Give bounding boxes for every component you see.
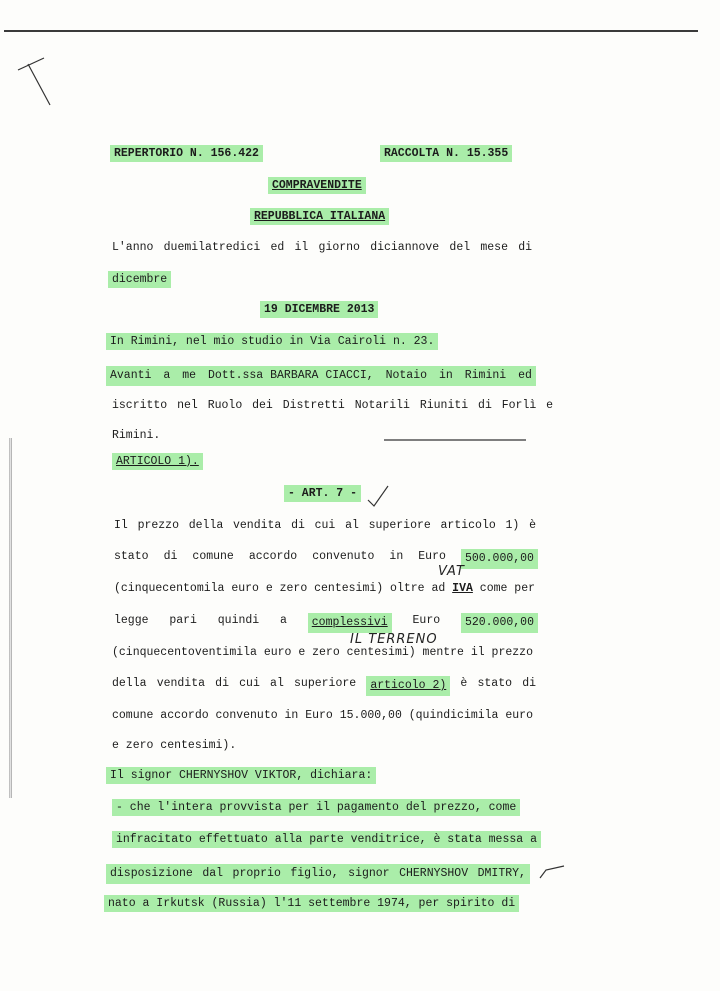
price-word: vendita	[233, 519, 282, 532]
intro-word: il	[294, 241, 309, 254]
declarant-line-2	[112, 800, 520, 816]
price-text: (cinquecentoventimila euro e zero centesimi) mentre il prezzo	[112, 646, 533, 659]
price-word: di	[215, 677, 229, 690]
article-1-heading: ARTICOLO 1).	[112, 453, 203, 470]
intro-line-1	[112, 240, 532, 256]
price-word: in	[389, 550, 404, 563]
declarant-line-1	[106, 768, 376, 784]
notary-word: a	[163, 369, 171, 382]
declarant-word: CHERNYSHOV	[399, 867, 469, 880]
price-word: al	[345, 519, 359, 532]
price-word: stato	[114, 550, 149, 563]
raccolta-line	[380, 146, 512, 162]
declarant-word: DMITRY,	[477, 867, 526, 880]
price-word: prezzo	[137, 519, 179, 532]
price-word: Euro	[418, 550, 446, 563]
declarant-text: - che l'intera provvista per il pagamento del prezzo, come	[112, 799, 520, 816]
price-text: come per	[479, 582, 536, 595]
declarant-word: figlio,	[290, 867, 339, 880]
article-1-line	[112, 454, 203, 470]
price-word: pari	[169, 614, 197, 627]
intro-word: ed	[270, 241, 285, 254]
notary-line-3	[112, 428, 160, 444]
price-word: legge	[114, 614, 149, 627]
raccolta-number: RACCOLTA N. 15.355	[380, 145, 512, 162]
price-line-4	[114, 613, 538, 633]
intro-word: diciannove	[370, 241, 440, 254]
complessivi-term: complessivi	[308, 613, 392, 633]
declarant-line-5	[104, 896, 519, 912]
price-word: Euro	[412, 614, 441, 627]
notary-city: Rimini.	[112, 429, 161, 442]
price-word: è	[529, 519, 536, 532]
price-line-7	[112, 708, 533, 724]
price-text: (cinquecentomila euro e zero centesimi) oltre ad	[114, 582, 446, 595]
notary-word: Dott.ssa BARBARA CIACCI,	[208, 369, 374, 382]
price-line-2	[114, 549, 538, 569]
intro-word: L'anno	[112, 241, 154, 254]
price-line-3	[114, 581, 535, 597]
price-word: comune	[192, 550, 234, 563]
intro-word: del	[449, 241, 471, 254]
notary-line-1	[106, 366, 536, 386]
price-text: comune accordo convenuto in Euro 15.000,00 (quindicimila euro	[112, 709, 533, 722]
republic-title: REPUBBLICA ITALIANA	[250, 208, 389, 225]
handwritten-terreno: IL TERRENO	[350, 632, 438, 647]
iva-term: IVA	[452, 582, 473, 595]
price-text: e zero centesimi).	[112, 739, 237, 752]
intro-word: mese	[480, 241, 508, 254]
notary-word: Avanti	[110, 369, 152, 382]
price-word: cui	[239, 677, 260, 690]
intro-word: duemilatredici	[163, 241, 261, 254]
checkmark-dmitry	[540, 866, 564, 878]
intro-month: dicembre	[108, 271, 171, 288]
price-word: superiore	[368, 519, 431, 532]
doc-title: COMPRAVENDITE	[268, 177, 366, 194]
price-word: superiore	[294, 677, 357, 690]
price-word: Il	[114, 519, 128, 532]
price-amount-1: 500.000,00	[461, 549, 538, 569]
intro-word: giorno	[318, 241, 360, 254]
notary-word: in	[438, 369, 453, 382]
notary-word: me	[182, 369, 197, 382]
repertorio-line	[110, 146, 263, 162]
declarant-word: signor	[348, 867, 390, 880]
price-line-6	[112, 676, 536, 696]
doc-title-line	[268, 178, 366, 194]
declarant-text: infracitato effettuato alla parte venditrice, è stata messa a	[112, 831, 541, 848]
price-line-8	[112, 738, 236, 754]
corner-pen-mark	[18, 58, 50, 105]
declarant-text: Il signor CHERNYSHOV VIKTOR, dichiara:	[106, 767, 376, 784]
declarant-word: disposizione	[110, 867, 193, 880]
price-word: convenuto	[312, 550, 375, 563]
price-word: vendita	[156, 677, 205, 690]
price-line-5	[112, 645, 533, 661]
place-line	[106, 334, 438, 350]
price-word: al	[270, 677, 284, 690]
notary-word: ed	[518, 369, 532, 382]
checkmark-art7	[368, 486, 388, 506]
price-word: di	[291, 519, 305, 532]
declarant-word: dal	[202, 867, 224, 880]
price-word: articolo	[440, 519, 496, 532]
price-amount-2: 520.000,00	[461, 613, 538, 633]
republic-line	[250, 209, 389, 225]
declarant-word: proprio	[232, 867, 281, 880]
price-word: stato	[477, 677, 513, 690]
article-7-heading: - ART. 7 -	[284, 485, 361, 502]
price-word: è	[460, 677, 468, 690]
price-word: della	[188, 519, 224, 532]
declarant-line-4	[106, 864, 530, 884]
deed-date: 19 DICEMBRE 2013	[260, 301, 378, 318]
price-line-1	[114, 518, 536, 534]
intro-line-2	[108, 272, 171, 288]
declarant-line-3	[112, 832, 541, 848]
notary-word: Notaio	[385, 369, 428, 382]
notary-word: Rimini	[464, 369, 507, 382]
price-word: di	[522, 677, 536, 690]
notary-line-2	[112, 398, 553, 414]
handwritten-vat: VAT	[438, 564, 465, 579]
price-word: quindi	[217, 614, 260, 627]
notary-register: iscritto nel Ruolo dei Distretti Notarili Riuniti di Forlì e	[112, 399, 554, 412]
repertorio-number: REPERTORIO N. 156.422	[110, 145, 263, 162]
date-line	[260, 302, 378, 318]
price-word: a	[280, 614, 287, 627]
price-word: di	[163, 550, 178, 563]
price-word: della	[112, 677, 147, 690]
price-word: accordo	[248, 550, 298, 563]
article-2-ref: articolo 2)	[366, 676, 450, 696]
intro-word: di	[518, 241, 532, 254]
place-text: In Rimini, nel mio studio in Via Cairoli n. 23.	[106, 333, 438, 350]
price-word: cui	[314, 519, 336, 532]
article-7-line	[284, 486, 361, 502]
price-word: 1)	[505, 519, 520, 532]
declarant-text: nato a Irkutsk (Russia) l'11 settembre 1974, per spirito di	[104, 895, 519, 912]
